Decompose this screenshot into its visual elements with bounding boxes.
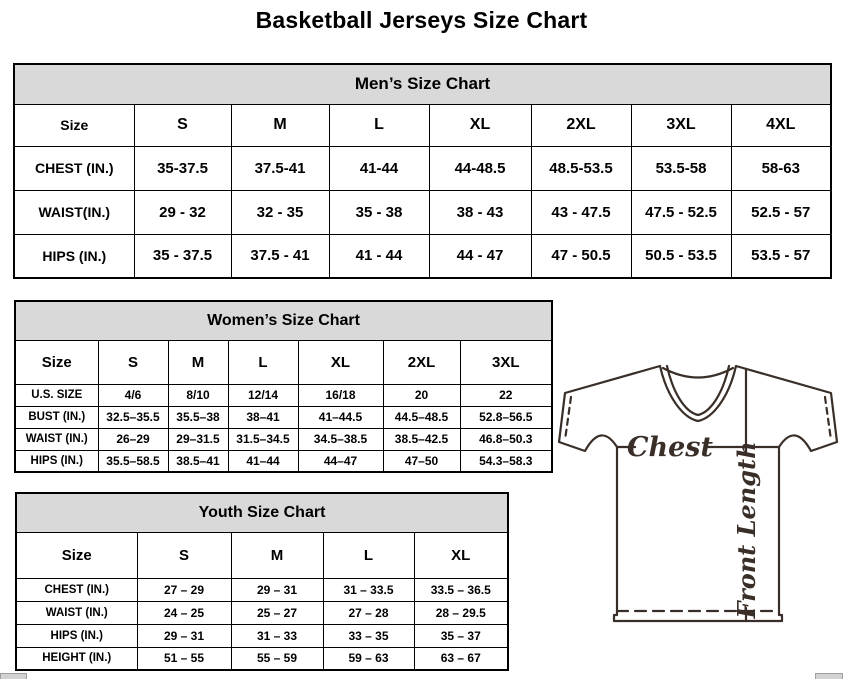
table-cell: 63 – 67 xyxy=(414,647,508,670)
youth-chest-row xyxy=(16,578,508,601)
mens-col-m: M xyxy=(231,104,329,146)
table-cell: 47–50 xyxy=(383,450,460,472)
mens-col-l: L xyxy=(329,104,429,146)
table-cell: 52.8–56.5 xyxy=(460,406,552,428)
table-cell: 44–47 xyxy=(298,450,383,472)
mens-col-4xl: 4XL xyxy=(731,104,831,146)
mens-size-header-row xyxy=(14,104,831,146)
table-cell: 55 – 59 xyxy=(231,647,323,670)
table-cell: 27 – 29 xyxy=(137,578,231,601)
table-cell: 8/10 xyxy=(168,384,228,406)
womens-us-size-row xyxy=(15,384,552,406)
table-cell: 44-48.5 xyxy=(429,146,531,190)
table-cell: 33 – 35 xyxy=(323,624,414,647)
mens-col-s: S xyxy=(134,104,231,146)
table-cell: 41 - 44 xyxy=(329,234,429,278)
table-cell: 47.5 - 52.5 xyxy=(631,190,731,234)
collar-back-arc xyxy=(663,368,733,378)
table-cell: 41–44.5 xyxy=(298,406,383,428)
mens-chart-header-row xyxy=(14,64,831,104)
table-cell: 32.5–35.5 xyxy=(98,406,168,428)
table-cell: 53.5 - 57 xyxy=(731,234,831,278)
table-cell: 35 - 38 xyxy=(329,190,429,234)
table-cell: 54.3–58.3 xyxy=(460,450,552,472)
mens-chest-row xyxy=(14,146,831,190)
table-cell: 38.5–41 xyxy=(168,450,228,472)
womens-size-label: Size xyxy=(15,340,98,384)
table-cell: 46.8–50.3 xyxy=(460,428,552,450)
youth-size-label: Size xyxy=(16,532,137,578)
youth-row-label-waist: WAIST (IN.) xyxy=(16,601,137,624)
table-cell: 35.5–38 xyxy=(168,406,228,428)
table-cell: 25 – 27 xyxy=(231,601,323,624)
scrollbar-fragment-left[interactable] xyxy=(0,673,27,679)
mens-chart-title: Men’s Size Chart xyxy=(14,64,831,104)
table-cell: 4/6 xyxy=(98,384,168,406)
table-cell: 31.5–34.5 xyxy=(228,428,298,450)
youth-col-xl: XL xyxy=(414,532,508,578)
womens-col-3xl: 3XL xyxy=(460,340,552,384)
table-cell: 37.5-41 xyxy=(231,146,329,190)
right-cuff-dashed-seam xyxy=(825,397,831,440)
womens-row-label-us-size: U.S. SIZE xyxy=(15,384,98,406)
youth-col-l: L xyxy=(323,532,414,578)
mens-col-xl: XL xyxy=(429,104,531,146)
page-title: Basketball Jerseys Size Chart xyxy=(255,7,588,33)
table-cell: 38 - 43 xyxy=(429,190,531,234)
womens-size-table xyxy=(14,300,553,473)
mens-hips-row xyxy=(14,234,831,278)
table-cell: 16/18 xyxy=(298,384,383,406)
chest-label: Chest xyxy=(627,432,713,463)
mens-size-table xyxy=(13,63,832,279)
youth-col-m: M xyxy=(231,532,323,578)
table-cell: 20 xyxy=(383,384,460,406)
youth-height-row xyxy=(16,647,508,670)
table-cell: 35.5–58.5 xyxy=(98,450,168,472)
table-cell: 22 xyxy=(460,384,552,406)
table-cell: 38–41 xyxy=(228,406,298,428)
womens-size-header-row xyxy=(15,340,552,384)
table-cell: 44.5–48.5 xyxy=(383,406,460,428)
youth-row-label-chest: CHEST (IN.) xyxy=(16,578,137,601)
table-cell: 52.5 - 57 xyxy=(731,190,831,234)
table-cell: 38.5–42.5 xyxy=(383,428,460,450)
table-cell: 51 – 55 xyxy=(137,647,231,670)
front-length-label: Front Length xyxy=(732,441,761,619)
table-cell: 35 – 37 xyxy=(414,624,508,647)
mens-col-2xl: 2XL xyxy=(531,104,631,146)
womens-row-label-waist: WAIST (IN.) xyxy=(15,428,98,450)
womens-waist-row xyxy=(15,428,552,450)
table-cell: 34.5–38.5 xyxy=(298,428,383,450)
womens-row-label-hips: HIPS (IN.) xyxy=(15,450,98,472)
table-cell: 31 – 33 xyxy=(231,624,323,647)
womens-col-l: L xyxy=(228,340,298,384)
womens-hips-row xyxy=(15,450,552,472)
youth-size-header-row xyxy=(16,532,508,578)
womens-chart-header-row xyxy=(15,301,552,340)
youth-col-s: S xyxy=(137,532,231,578)
left-cuff-dashed-seam xyxy=(565,397,571,440)
womens-col-2xl: 2XL xyxy=(383,340,460,384)
womens-chart-title: Women’s Size Chart xyxy=(15,301,552,340)
jersey-outline xyxy=(559,366,837,621)
youth-waist-row xyxy=(16,601,508,624)
table-cell: 43 - 47.5 xyxy=(531,190,631,234)
table-cell: 28 – 29.5 xyxy=(414,601,508,624)
table-cell: 32 - 35 xyxy=(231,190,329,234)
womens-col-m: M xyxy=(168,340,228,384)
youth-chart-header-row xyxy=(16,493,508,532)
table-cell: 50.5 - 53.5 xyxy=(631,234,731,278)
mens-size-label: Size xyxy=(14,104,134,146)
table-cell: 58-63 xyxy=(731,146,831,190)
table-cell: 41-44 xyxy=(329,146,429,190)
table-cell: 26–29 xyxy=(98,428,168,450)
scrollbar-fragment-right[interactable] xyxy=(815,673,843,679)
youth-hips-row xyxy=(16,624,508,647)
table-cell: 59 – 63 xyxy=(323,647,414,670)
mens-row-label-chest: CHEST (IN.) xyxy=(14,146,134,190)
table-cell: 41–44 xyxy=(228,450,298,472)
table-cell: 47 - 50.5 xyxy=(531,234,631,278)
mens-col-3xl: 3XL xyxy=(631,104,731,146)
table-cell: 29 – 31 xyxy=(231,578,323,601)
mens-row-label-hips: HIPS (IN.) xyxy=(14,234,134,278)
womens-col-s: S xyxy=(98,340,168,384)
table-cell: 12/14 xyxy=(228,384,298,406)
table-cell: 31 – 33.5 xyxy=(323,578,414,601)
table-cell: 37.5 - 41 xyxy=(231,234,329,278)
table-cell: 35 - 37.5 xyxy=(134,234,231,278)
youth-chart-title: Youth Size Chart xyxy=(16,493,508,532)
table-cell: 48.5-53.5 xyxy=(531,146,631,190)
table-cell: 53.5-58 xyxy=(631,146,731,190)
jersey-measurement-diagram xyxy=(556,356,843,626)
womens-col-xl: XL xyxy=(298,340,383,384)
mens-row-label-waist: WAIST(IN.) xyxy=(14,190,134,234)
table-cell: 29–31.5 xyxy=(168,428,228,450)
womens-bust-row xyxy=(15,406,552,428)
table-cell: 35-37.5 xyxy=(134,146,231,190)
table-cell: 33.5 – 36.5 xyxy=(414,578,508,601)
table-cell: 24 – 25 xyxy=(137,601,231,624)
table-cell: 44 - 47 xyxy=(429,234,531,278)
mens-waist-row xyxy=(14,190,831,234)
womens-row-label-bust: BUST (IN.) xyxy=(15,406,98,428)
table-cell: 29 - 32 xyxy=(134,190,231,234)
table-cell: 29 – 31 xyxy=(137,624,231,647)
youth-row-label-height: HEIGHT (IN.) xyxy=(16,647,137,670)
youth-row-label-hips: HIPS (IN.) xyxy=(16,624,137,647)
table-cell: 27 – 28 xyxy=(323,601,414,624)
youth-size-table xyxy=(15,492,509,671)
